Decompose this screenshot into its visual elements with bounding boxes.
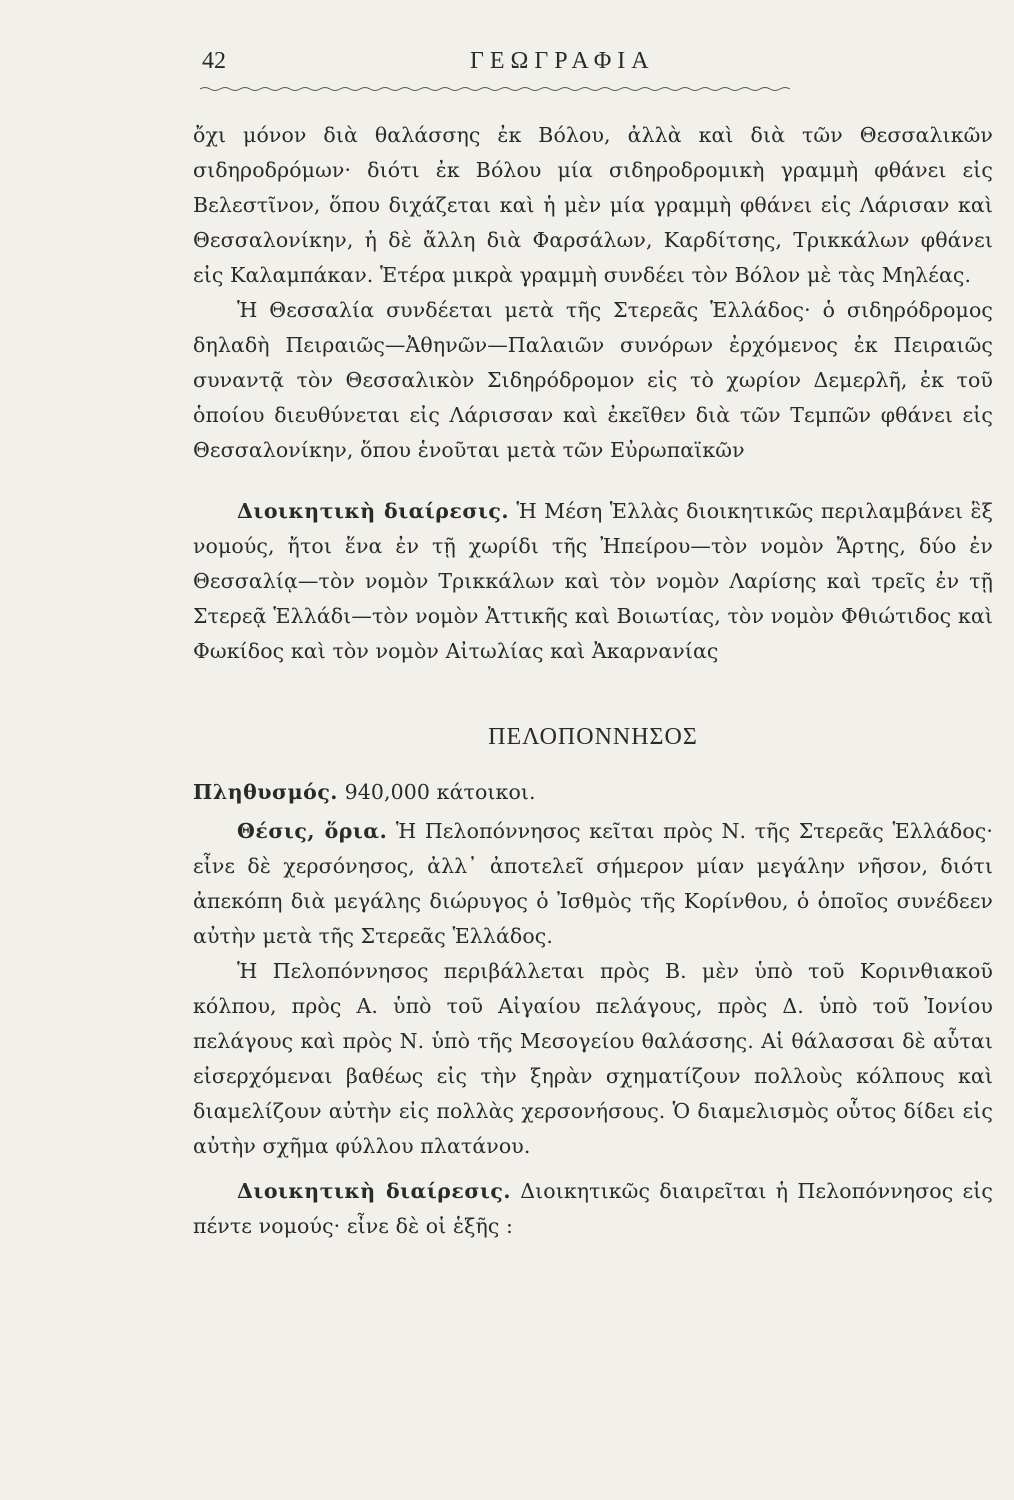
paragraph-admin-division-peloponnese bbox=[193, 1174, 993, 1244]
paragraph-railways: ὄχι μόνον διὰ θαλάσσης ἐκ Βόλου, ἀλλὰ καὶ διὰ τῶν Θεσσαλικῶν σιδηροδρόμων· διότι ἐκ Βόλου μία σιδηροδρομικὴ γραμμὴ φθάνει εἰς Βελεστῖνον, ὅπου διχάζεται καὶ ἡ μὲν μία γραμμὴ φθάνει εἰς Λάρισαν καὶ Θεσσαλονίκην, ἡ δὲ ἄλλη διὰ Φαρσάλων, Καρδίτσης, Τρικκάλων φθάνει εἰς Καλαμπάκαν. Ἑτέρα μικρὰ γραμμὴ συνδέει τὸν Βόλον μὲ τὰς Μηλέας. bbox=[193, 123, 993, 287]
population-value: 940,000 κάτοικοι. bbox=[344, 780, 536, 804]
population-line bbox=[193, 775, 993, 810]
page-number: 42 bbox=[202, 48, 226, 74]
admin-division-text: Ἡ Μέση Ἑλλὰς διοικητικῶς περιλαμβάνει ἓξ νομούς, ἤτοι ἕνα ἐν τῇ χωρίδι τῆς Ἠπείρου—τὸν νομὸν Ἄρτης, δύο ἐν Θεσσαλίᾳ—τὸν νομὸν Τρικκάλων καὶ τὸν νομὸν Λαρίσης καὶ τρεῖς ἐν τῇ Στερεᾷ Ἑλλάδι—τὸν νομὸν Ἀττικῆς καὶ Βοιωτίας, τὸν νομὸν Φθιώτιδος καὶ Φωκίδος καὶ τὸν νομὸν Αἰτωλίας καὶ Ἀκαρνανίας bbox=[193, 499, 993, 663]
paragraph-thessaly-connection: Ἡ Θεσσαλία συνδέεται μετὰ τῆς Στερεᾶς Ἑλλάδος· ὁ σιδηρόδρομος δηλαδὴ Πειραιῶς—Ἀθηνῶν—Παλαιῶν συνόρων ἐρχόμενος ἐκ Πειραιῶς συναντᾷ τὸν Θεσσαλικὸν Σιδηρόδρομον εἰς τὸ χωρίον Δεμερλῆ, ἐκ τοῦ ὁποίου διευθύνεται εἰς Λάρισσαν καὶ ἐκεῖθεν διὰ τῶν Τεμπῶν φθάνει εἰς Θεσσαλονίκην, ὅπου ἑνοῦται μετὰ τῶν Εὐρωπαϊκῶν bbox=[193, 298, 993, 462]
running-title: ΓΕΩΓΡΑΦΙΑ bbox=[470, 48, 655, 74]
position-heading: Θέσις, ὅρια. bbox=[237, 819, 388, 843]
paragraph-admin-division-central bbox=[193, 494, 993, 669]
admin-division-heading: Διοικητικὴ διαίρεσις. bbox=[237, 1179, 511, 1203]
admin-division-text: Διοικητικῶς διαιρεῖται ἡ Πελοπόννησος εἰς πέντε νομούς· εἶνε δὲ οἱ ἑξῆς : bbox=[193, 1179, 993, 1238]
header-wavy-rule bbox=[200, 86, 790, 92]
spacer bbox=[193, 1164, 993, 1174]
position-text: Ἡ Πελοπόννησος κεῖται πρὸς Ν. τῆς Στερεᾶς Ἑλλάδος· εἶνε δὲ χερσόνησος, ἀλλ᾽ ἀποτελεῖ σήμερον μίαν μεγάλην νῆσον, διότι ἀπεκόπη διὰ μεγάλης διώρυγος ὁ Ἰσθμὸς τῆς Κορίνθου, ὁ ὁποῖος συνέδεεν αὐτὴν μετὰ τῆς Στερεᾶς Ἑλλάδος. bbox=[193, 819, 994, 948]
paragraph-surrounding-seas: Ἡ Πελοπόννησος περιβάλλεται πρὸς Β. μὲν ὑπὸ τοῦ Κορινθιακοῦ κόλπου, πρὸς Α. ὑπὸ τοῦ Αἰγαίου πελάγους, πρὸς Δ. ὑπὸ τοῦ Ἰονίου πελάγους καὶ πρὸς Ν. ὑπὸ τῆς Μεσογείου θαλάσσης. Αἱ θάλασσαι δὲ αὗται εἰσερχόμεναι βαθέως εἰς τὴν ξηρὰν σχηματίζουν πολλοὺς κόλπους καὶ διαμελίζουν αὐτὴν εἰς πολλὰς χερσονήσους. Ὁ διαμελισμὸς οὗτος δίδει εἰς αὐτὴν σχῆμα φύλλου πλατάνου. bbox=[193, 959, 993, 1158]
section-title: ΠΕΛΟΠΟΝΝΗΣΟΣ bbox=[488, 724, 698, 750]
admin-division-heading: Διοικητικὴ διαίρεσις. bbox=[237, 499, 510, 523]
page-header bbox=[200, 48, 1000, 88]
paragraph-position-borders bbox=[193, 814, 993, 954]
page-body bbox=[193, 118, 993, 1244]
population-heading: Πληθυσμός. bbox=[193, 780, 338, 804]
spacer bbox=[193, 468, 993, 494]
